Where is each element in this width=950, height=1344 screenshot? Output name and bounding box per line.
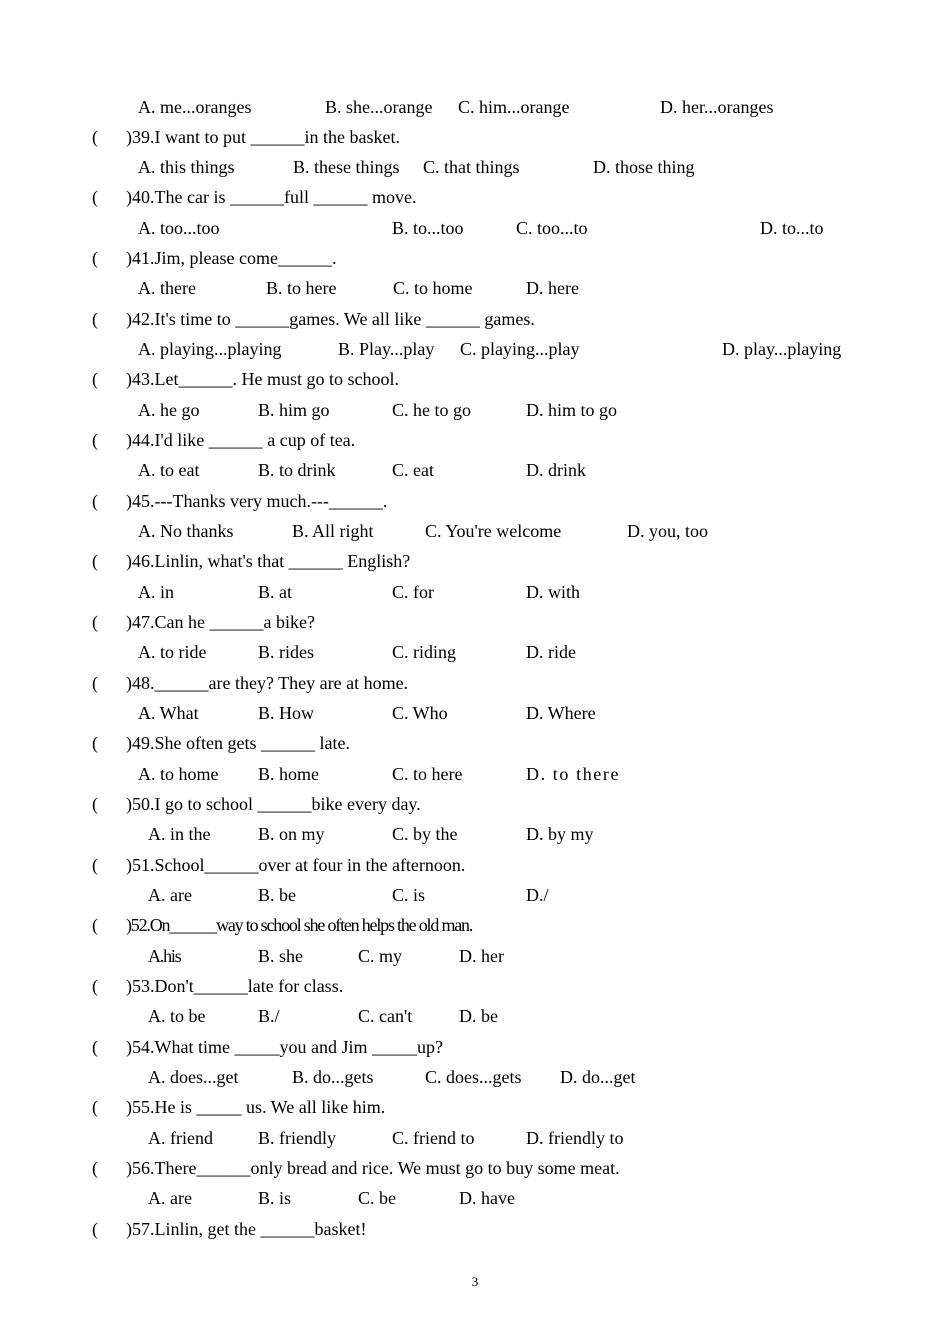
option-a: A. he go bbox=[138, 400, 200, 420]
answer-paren: ( bbox=[92, 915, 98, 935]
options-row bbox=[0, 1126, 950, 1150]
option-c: C. does...gets bbox=[425, 1067, 522, 1087]
option-c: C. for bbox=[392, 582, 434, 602]
answer-paren: ( bbox=[92, 248, 98, 268]
question-51 bbox=[0, 853, 950, 877]
question-text: )46.Linlin, what's that ______ English? bbox=[126, 551, 411, 571]
question-text: )51.School______over at four in the afternoon. bbox=[126, 855, 466, 875]
question-52 bbox=[0, 913, 950, 937]
option-a: A. does...get bbox=[148, 1067, 239, 1087]
option-c: C. too...to bbox=[516, 218, 588, 238]
question-text: )52.On______way to school she often helps the old man. bbox=[126, 915, 473, 935]
option-b: B. to drink bbox=[258, 460, 336, 480]
option-c: C. he to go bbox=[392, 400, 471, 420]
option-b: B. she...orange bbox=[325, 97, 433, 117]
question-text: )40.The car is ______full ______ move. bbox=[126, 187, 417, 207]
option-a: A. to ride bbox=[138, 642, 207, 662]
option-d: D. to there bbox=[526, 764, 621, 784]
options-row bbox=[0, 337, 950, 361]
option-c: C. be bbox=[358, 1188, 396, 1208]
option-d: D. you, too bbox=[627, 521, 708, 541]
option-b: B. friendly bbox=[258, 1128, 336, 1148]
question-40 bbox=[0, 185, 950, 209]
question-text: )56.There______only bread and rice. We must go to buy some meat. bbox=[126, 1158, 620, 1178]
option-b: B. home bbox=[258, 764, 319, 784]
option-a: A. No thanks bbox=[138, 521, 234, 541]
question-text: )47.Can he ______a bike? bbox=[126, 612, 315, 632]
question-43 bbox=[0, 367, 950, 391]
question-55 bbox=[0, 1095, 950, 1119]
question-text: )43.Let______. He must go to school. bbox=[126, 369, 399, 389]
options-row bbox=[0, 398, 950, 422]
options-row bbox=[0, 458, 950, 482]
question-47 bbox=[0, 610, 950, 634]
option-c: C. Who bbox=[392, 703, 448, 723]
option-c: C. to home bbox=[393, 278, 473, 298]
answer-paren: ( bbox=[92, 309, 98, 329]
option-a: A. in the bbox=[148, 824, 211, 844]
options-row bbox=[0, 1065, 950, 1089]
option-c: C. my bbox=[358, 946, 403, 966]
option-b: B. Play...play bbox=[338, 339, 435, 359]
option-d: D. with bbox=[526, 582, 580, 602]
option-d: D. friendly to bbox=[526, 1128, 624, 1148]
question-text: )53.Don't______late for class. bbox=[126, 976, 344, 996]
option-a: A. to eat bbox=[138, 460, 200, 480]
question-text: )50.I go to school ______bike every day. bbox=[126, 794, 421, 814]
options-row bbox=[0, 883, 950, 907]
option-b: B. be bbox=[258, 885, 296, 905]
answer-paren: ( bbox=[92, 127, 98, 147]
option-c: C. by the bbox=[392, 824, 458, 844]
option-a: A. me...oranges bbox=[138, 97, 252, 117]
option-d: D. have bbox=[459, 1188, 515, 1208]
options-row bbox=[0, 276, 950, 300]
options-row bbox=[0, 519, 950, 543]
answer-paren: ( bbox=[92, 187, 98, 207]
question-text: )39.I want to put ______in the basket. bbox=[126, 127, 400, 147]
options-row bbox=[0, 155, 950, 179]
option-c: C. You're welcome bbox=[425, 521, 562, 541]
option-d: D. those thing bbox=[593, 157, 695, 177]
answer-paren: ( bbox=[92, 551, 98, 571]
option-b: B. to...too bbox=[392, 218, 464, 238]
answer-paren: ( bbox=[92, 430, 98, 450]
option-a: A. are bbox=[148, 1188, 192, 1208]
option-b: B. at bbox=[258, 582, 292, 602]
options-row bbox=[0, 1186, 950, 1210]
question-46 bbox=[0, 549, 950, 573]
question-45 bbox=[0, 489, 950, 513]
page-number: 3 bbox=[471, 1274, 479, 1289]
options-row bbox=[0, 701, 950, 725]
question-53 bbox=[0, 974, 950, 998]
question-56 bbox=[0, 1156, 950, 1180]
answer-paren: ( bbox=[92, 369, 98, 389]
option-d: D. Where bbox=[526, 703, 596, 723]
options-row bbox=[0, 1004, 950, 1028]
option-b: B. do...gets bbox=[292, 1067, 374, 1087]
option-a: A. to home bbox=[138, 764, 219, 784]
option-d: D. by my bbox=[526, 824, 594, 844]
option-b: B. How bbox=[258, 703, 315, 723]
question-text: )57.Linlin, get the ______basket! bbox=[126, 1219, 367, 1239]
option-d: D. to...to bbox=[760, 218, 824, 238]
question-57 bbox=[0, 1217, 950, 1241]
option-a: A. playing...playing bbox=[138, 339, 282, 359]
option-a: A. friend bbox=[148, 1128, 213, 1148]
option-d: D. here bbox=[526, 278, 579, 298]
answer-paren: ( bbox=[92, 491, 98, 511]
option-b: B. on my bbox=[258, 824, 325, 844]
option-b: B. these things bbox=[293, 157, 400, 177]
answer-paren: ( bbox=[92, 794, 98, 814]
options-row bbox=[0, 944, 950, 968]
answer-paren: ( bbox=[92, 673, 98, 693]
question-text: )48.______are they? They are at home. bbox=[126, 673, 409, 693]
answer-paren: ( bbox=[92, 976, 98, 996]
option-b: B. is bbox=[258, 1188, 292, 1208]
question-text: )54.What time _____you and Jim _____up? bbox=[126, 1037, 443, 1057]
option-a: A. too...too bbox=[138, 218, 220, 238]
option-d: D. play...playing bbox=[722, 339, 842, 359]
option-a: A.his bbox=[148, 946, 181, 966]
answer-paren: ( bbox=[92, 855, 98, 875]
question-41 bbox=[0, 246, 950, 270]
question-49 bbox=[0, 731, 950, 755]
option-a: A. there bbox=[138, 278, 196, 298]
options-row bbox=[0, 95, 950, 119]
option-a: A. to be bbox=[148, 1006, 206, 1026]
options-row bbox=[0, 640, 950, 664]
question-text: )45.---Thanks very much.---______. bbox=[126, 491, 388, 511]
question-text: )41.Jim, please come______. bbox=[126, 248, 337, 268]
option-c: C. can't bbox=[358, 1006, 413, 1026]
option-d: D. drink bbox=[526, 460, 586, 480]
option-d: D. her...oranges bbox=[660, 97, 774, 117]
question-50 bbox=[0, 792, 950, 816]
options-row bbox=[0, 580, 950, 604]
question-text: )44.I'd like ______ a cup of tea. bbox=[126, 430, 356, 450]
options-row bbox=[0, 762, 950, 786]
option-c: C. him...orange bbox=[458, 97, 570, 117]
options-row bbox=[0, 216, 950, 240]
option-b: B. All right bbox=[292, 521, 374, 541]
answer-paren: ( bbox=[92, 1037, 98, 1057]
option-b: B./ bbox=[258, 1006, 280, 1026]
option-c: C. friend to bbox=[392, 1128, 475, 1148]
options-row bbox=[0, 822, 950, 846]
option-c: C. riding bbox=[392, 642, 457, 662]
question-48 bbox=[0, 671, 950, 695]
question-54 bbox=[0, 1035, 950, 1059]
option-c: C. eat bbox=[392, 460, 434, 480]
question-42 bbox=[0, 307, 950, 331]
question-text: )55.He is _____ us. We all like him. bbox=[126, 1097, 386, 1117]
question-text: )49.She often gets ______ late. bbox=[126, 733, 350, 753]
option-b: B. to here bbox=[266, 278, 337, 298]
answer-paren: ( bbox=[92, 1097, 98, 1117]
answer-paren: ( bbox=[92, 612, 98, 632]
option-b: B. rides bbox=[258, 642, 314, 662]
option-a: A. this things bbox=[138, 157, 235, 177]
option-d: D./ bbox=[526, 885, 549, 905]
option-c: C. to here bbox=[392, 764, 463, 784]
option-b: B. him go bbox=[258, 400, 330, 420]
option-c: C. that things bbox=[423, 157, 520, 177]
option-a: A. are bbox=[148, 885, 192, 905]
option-c: C. is bbox=[392, 885, 426, 905]
answer-paren: ( bbox=[92, 1219, 98, 1239]
option-d: D. her bbox=[459, 946, 504, 966]
answer-paren: ( bbox=[92, 733, 98, 753]
option-d: D. ride bbox=[526, 642, 576, 662]
option-d: D. do...get bbox=[560, 1067, 636, 1087]
question-44 bbox=[0, 428, 950, 452]
option-a: A. What bbox=[138, 703, 199, 723]
answer-paren: ( bbox=[92, 1158, 98, 1178]
option-c: C. playing...play bbox=[460, 339, 580, 359]
option-a: A. in bbox=[138, 582, 174, 602]
question-text: )42.It's time to ______games. We all like ______ games. bbox=[126, 309, 535, 329]
option-d: D. him to go bbox=[526, 400, 618, 420]
option-b: B. she bbox=[258, 946, 303, 966]
option-d: D. be bbox=[459, 1006, 498, 1026]
question-39 bbox=[0, 125, 950, 149]
